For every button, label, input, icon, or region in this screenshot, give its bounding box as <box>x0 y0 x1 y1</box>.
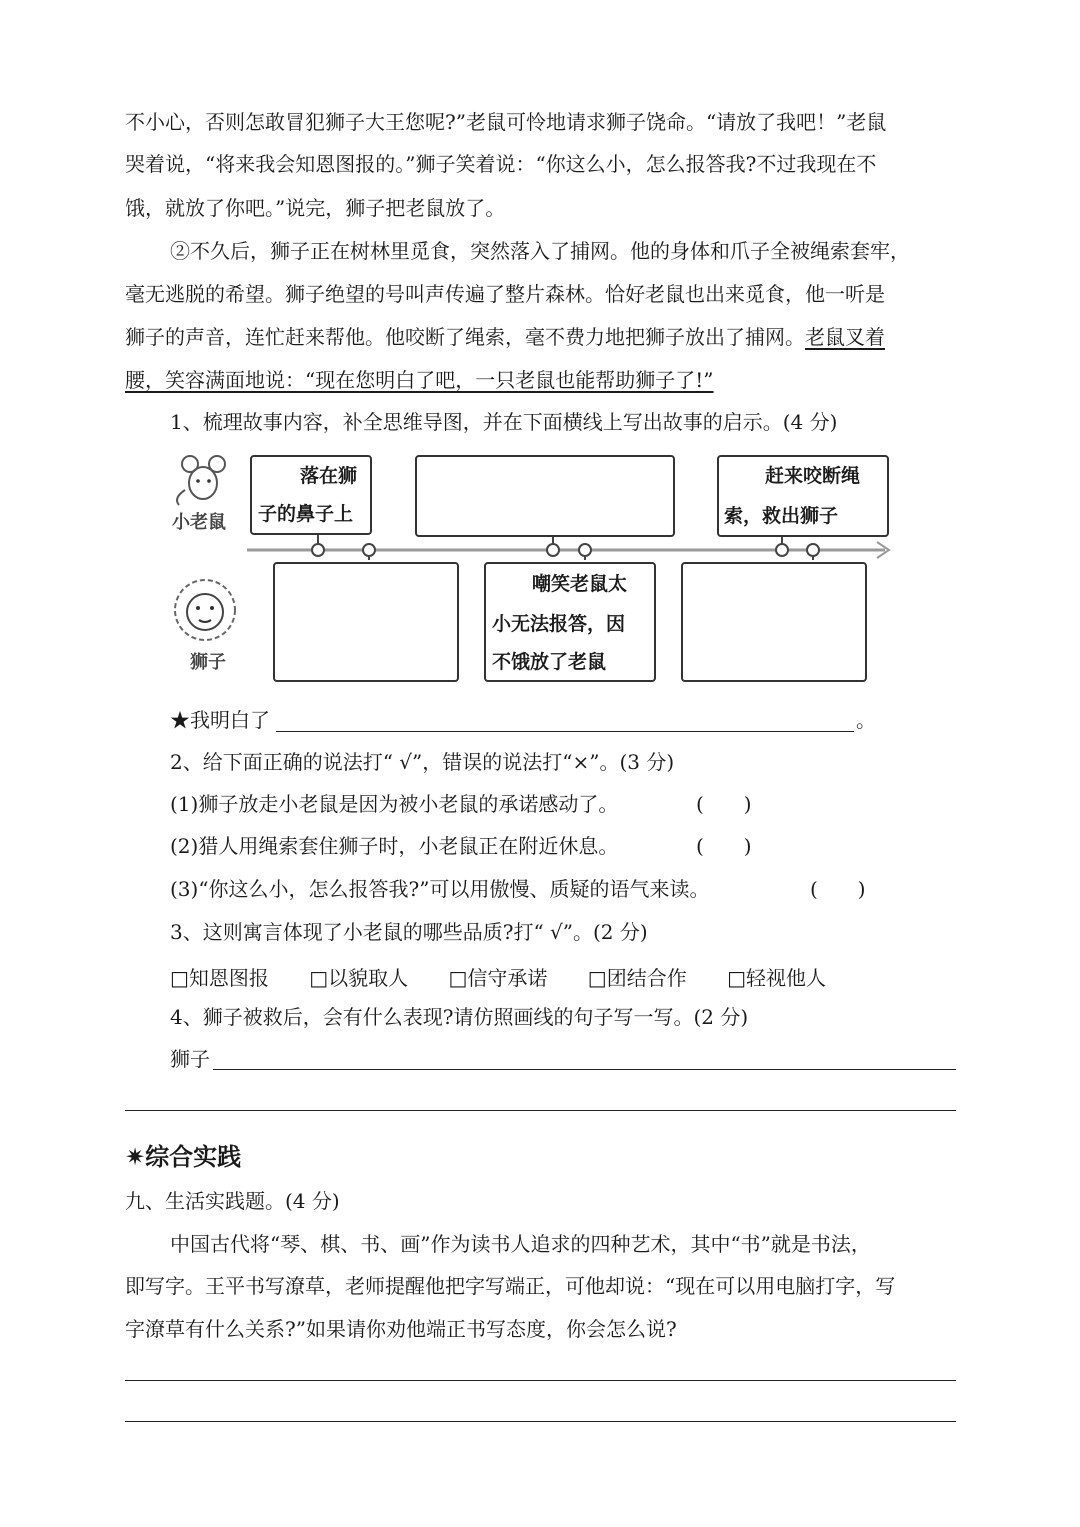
q3-option[interactable]: □以貌取人 <box>309 966 409 990</box>
mouse-box-2-blank[interactable] <box>415 455 675 537</box>
section-title: ✷综合实践 <box>125 1143 242 1171</box>
q9-answer-line-1[interactable] <box>125 1380 956 1381</box>
q4-prefix: 狮子 <box>170 1047 210 1071</box>
q3-option[interactable]: □轻视他人 <box>727 966 826 990</box>
q2-item-1: (1)狮子放走小老鼠是因为被小老鼠的承诺感动了。 <box>170 792 619 816</box>
story-line-2: 哭着说，“将来我会知恩图报的。”狮子笑着说：“你这么小，怎么报答我?不过我现在不 <box>125 152 877 176</box>
q2-title: 2、给下面正确的说法打“ √”，错误的说法打“×”。(3 分) <box>170 750 675 774</box>
mouse-icon <box>177 456 225 505</box>
lion-label: 狮子 <box>190 652 226 673</box>
q9-line-1: 中国古代将“琴、棋、书、画”作为读书人追求的四种艺术，其中“书”就是书法， <box>170 1232 871 1256</box>
q3-option[interactable]: □信守承诺 <box>448 966 548 990</box>
lion-box-1-blank[interactable] <box>273 562 459 682</box>
lion-box-2-line-3: 不饿放了老鼠 <box>492 651 607 673</box>
q4-title: 4、狮子被救后，会有什么表现?请仿照画线的句子写一写。(2 分) <box>170 1005 749 1029</box>
mouse-box-3-line-1: 赶来咬断绳 <box>765 465 861 487</box>
q2-item-3-bracket[interactable]: ( ) <box>810 877 866 901</box>
conclusion-prefix: ★我明白了 <box>170 708 270 732</box>
story-line-6a: 狮子的声音，连忙赶来帮他。他咬断了绳索，毫不费力地把狮子放出了捕网。 <box>125 325 805 349</box>
lion-icon <box>175 580 235 640</box>
underlined-sentence: 腰，笑容满面地说：“现在您明白了吧，一只老鼠也能帮助狮子了!” <box>125 368 714 392</box>
q3-option[interactable]: □知恩图报 <box>170 966 269 990</box>
q9-answer-line-2[interactable] <box>125 1421 956 1422</box>
q4-answer-line-1[interactable] <box>213 1069 956 1070</box>
q3-options <box>170 962 860 991</box>
mouse-box-1-line-2: 子的鼻子上 <box>258 503 354 525</box>
lion-box-3-blank[interactable] <box>681 562 867 682</box>
mouse-label: 小老鼠 <box>172 512 226 533</box>
lion-box-2-line-2: 小无法报答，因 <box>492 613 626 635</box>
story-line-4: ②不久后，狮子正在树林里觅食，突然落入了捕网。他的身体和爪子全被绳索套牢， <box>170 239 910 263</box>
underlined-sentence-start: 老鼠叉着 <box>805 325 885 349</box>
q2-item-1-bracket[interactable]: ( ) <box>696 792 752 816</box>
mouse-box-1-line-1: 落在狮 <box>300 465 358 487</box>
conclusion-answer-line[interactable] <box>276 731 854 732</box>
q2-item-2: (2)猎人用绳索套住狮子时，小老鼠正在附近休息。 <box>170 834 619 858</box>
q4-answer-line-2[interactable] <box>125 1110 956 1111</box>
q9-title: 九、生活实践题。(4 分) <box>125 1189 340 1213</box>
q1-title: 1、梳理故事内容，补全思维导图，并在下面横线上写出故事的启示。(4 分) <box>170 410 838 434</box>
q2-item-3: (3)“你这么小，怎么报答我?”可以用傲慢、质疑的语气来读。 <box>170 877 710 901</box>
story-line-6 <box>125 323 957 351</box>
lion-box-2-line-1: 嘲笑老鼠太 <box>532 573 628 595</box>
q9-line-3: 字潦草有什么关系?”如果请你劝他端正书写态度，你会怎么说? <box>125 1317 677 1341</box>
conclusion-end: 。 <box>856 708 876 732</box>
q9-line-2: 即写字。王平书写潦草，老师提醒他把字写端正，可他却说：“现在可以用电脑打字，写 <box>125 1274 896 1298</box>
story-line-5: 毫无逃脱的希望。狮子绝望的号叫声传遍了整片森林。恰好老鼠也出来觅食，他一听是 <box>125 282 885 306</box>
q3-option[interactable]: □团结合作 <box>587 966 687 990</box>
q3-title: 3、这则寓言体现了小老鼠的哪些品质?打“ √”。(2 分) <box>170 920 648 944</box>
q2-item-2-bracket[interactable]: ( ) <box>696 834 752 858</box>
mouse-box-3-line-2: 索，救出狮子 <box>724 505 839 527</box>
story-line-1: 不小心，否则怎敢冒犯狮子大王您呢?”老鼠可怜地请求狮子饶命。“请放了我吧！”老鼠 <box>125 110 887 134</box>
story-line-3: 饿，就放了你吧。”说完，狮子把老鼠放了。 <box>125 196 506 220</box>
